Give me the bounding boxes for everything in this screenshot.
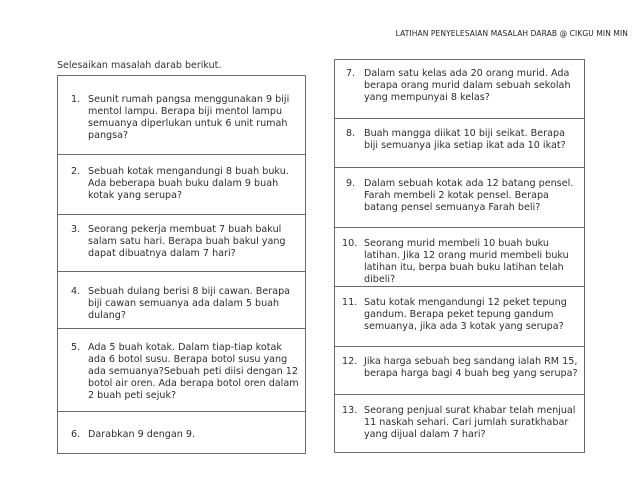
question-7 (346, 68, 578, 104)
question-number: 2. (71, 166, 81, 177)
question-number: 3. (71, 224, 81, 235)
question-text: Seorang penjual surat khabar telah menjual 11 naskah sehari. Cari jumlah suratkhabar yang dijual dalam 7 hari? (364, 405, 576, 440)
question-text: Seunit rumah pangsa menggunakan 9 biji mentol lampu. Berapa biji mentol lampu semuanya diperlukan untuk 6 unit rumah pangsa? (88, 94, 290, 141)
question-13 (342, 405, 580, 441)
right-divider (334, 118, 585, 119)
right-divider (334, 167, 585, 168)
question-11 (342, 297, 580, 333)
worksheet-header: LATIHAN PENYELESAIAN MASALAH DARAB @ CIKGU MIN MIN (395, 29, 628, 38)
question-number: 12. (342, 356, 358, 367)
question-4 (71, 286, 299, 322)
question-1 (71, 94, 299, 142)
question-number: 5. (71, 342, 81, 353)
question-5 (71, 342, 299, 402)
question-12 (342, 356, 580, 380)
question-9 (346, 178, 578, 214)
left-divider (57, 411, 306, 412)
question-6 (71, 429, 299, 441)
left-divider (57, 214, 306, 215)
question-number: 13. (342, 405, 358, 416)
question-text: Buah mangga diikat 10 biji seikat. Berapa biji semuanya jika setiap ikat ada 10 ikat? (364, 128, 566, 151)
question-text: Dalam sebuah kotak ada 12 batang pensel. Farah membeli 2 kotak pensel. Berapa batang pensel semuanya Farah beli? (364, 178, 574, 213)
question-10 (342, 238, 580, 286)
question-number: 1. (71, 94, 81, 105)
question-number: 10. (342, 238, 358, 249)
left-divider (57, 271, 306, 272)
question-number: 7. (346, 68, 356, 79)
right-divider (334, 286, 585, 287)
question-text: Darabkan 9 dengan 9. (88, 429, 196, 440)
question-number: 11. (342, 297, 358, 308)
question-text: Ada 5 buah kotak. Dalam tiap-tiap kotak ada 6 botol susu. Berapa botol susu yang ada semuanya?Sebuah peti diisi dengan 12 botol air oren. Ada berapa botol oren dalam 2 buah peti sejuk? (88, 342, 299, 401)
question-text: Sebuah kotak mengandungi 8 buah buku. Ada beberapa buah buku dalam 9 buah kotak yang serupa? (88, 166, 289, 201)
question-number: 9. (346, 178, 356, 189)
question-text: Dalam satu kelas ada 20 orang murid. Ada berapa orang murid dalam sebuah sekolah yang mempunyai 8 kelas? (364, 68, 571, 103)
question-text: Seorang murid membeli 10 buah buku latihan. Jika 12 orang murid membeli buku latihan itu, berpa buah buku latihan telah dibeli? (364, 238, 569, 285)
question-3 (71, 224, 299, 260)
question-2 (71, 166, 299, 202)
left-divider (57, 154, 306, 155)
question-text: Satu kotak mengandungi 12 peket tepung gandum. Berapa peket tepung gandum semuanya, jika ada 3 kotak yang serupa? (364, 297, 567, 332)
question-text: Sebuah dulang berisi 8 biji cawan. Berapa biji cawan semuanya ada dalam 5 buah dulang? (88, 286, 291, 321)
question-number: 4. (71, 286, 81, 297)
question-number: 6. (71, 429, 81, 440)
question-text: Jika harga sebuah beg sandang ialah RM 15, berapa harga bagi 4 buah beg yang serupa? (364, 356, 578, 379)
question-text: Seorang pekerja membuat 7 buah bakul salam satu hari. Berapa buah bakul yang dapat dibuatnya dalam 7 hari? (88, 224, 286, 259)
right-divider (334, 346, 585, 347)
question-number: 8. (346, 128, 356, 139)
question-8 (346, 128, 578, 152)
right-divider (334, 394, 585, 395)
instruction-text: Selesaikan masalah darab berikut. (57, 60, 222, 71)
right-divider (334, 227, 585, 228)
left-divider (57, 328, 306, 329)
